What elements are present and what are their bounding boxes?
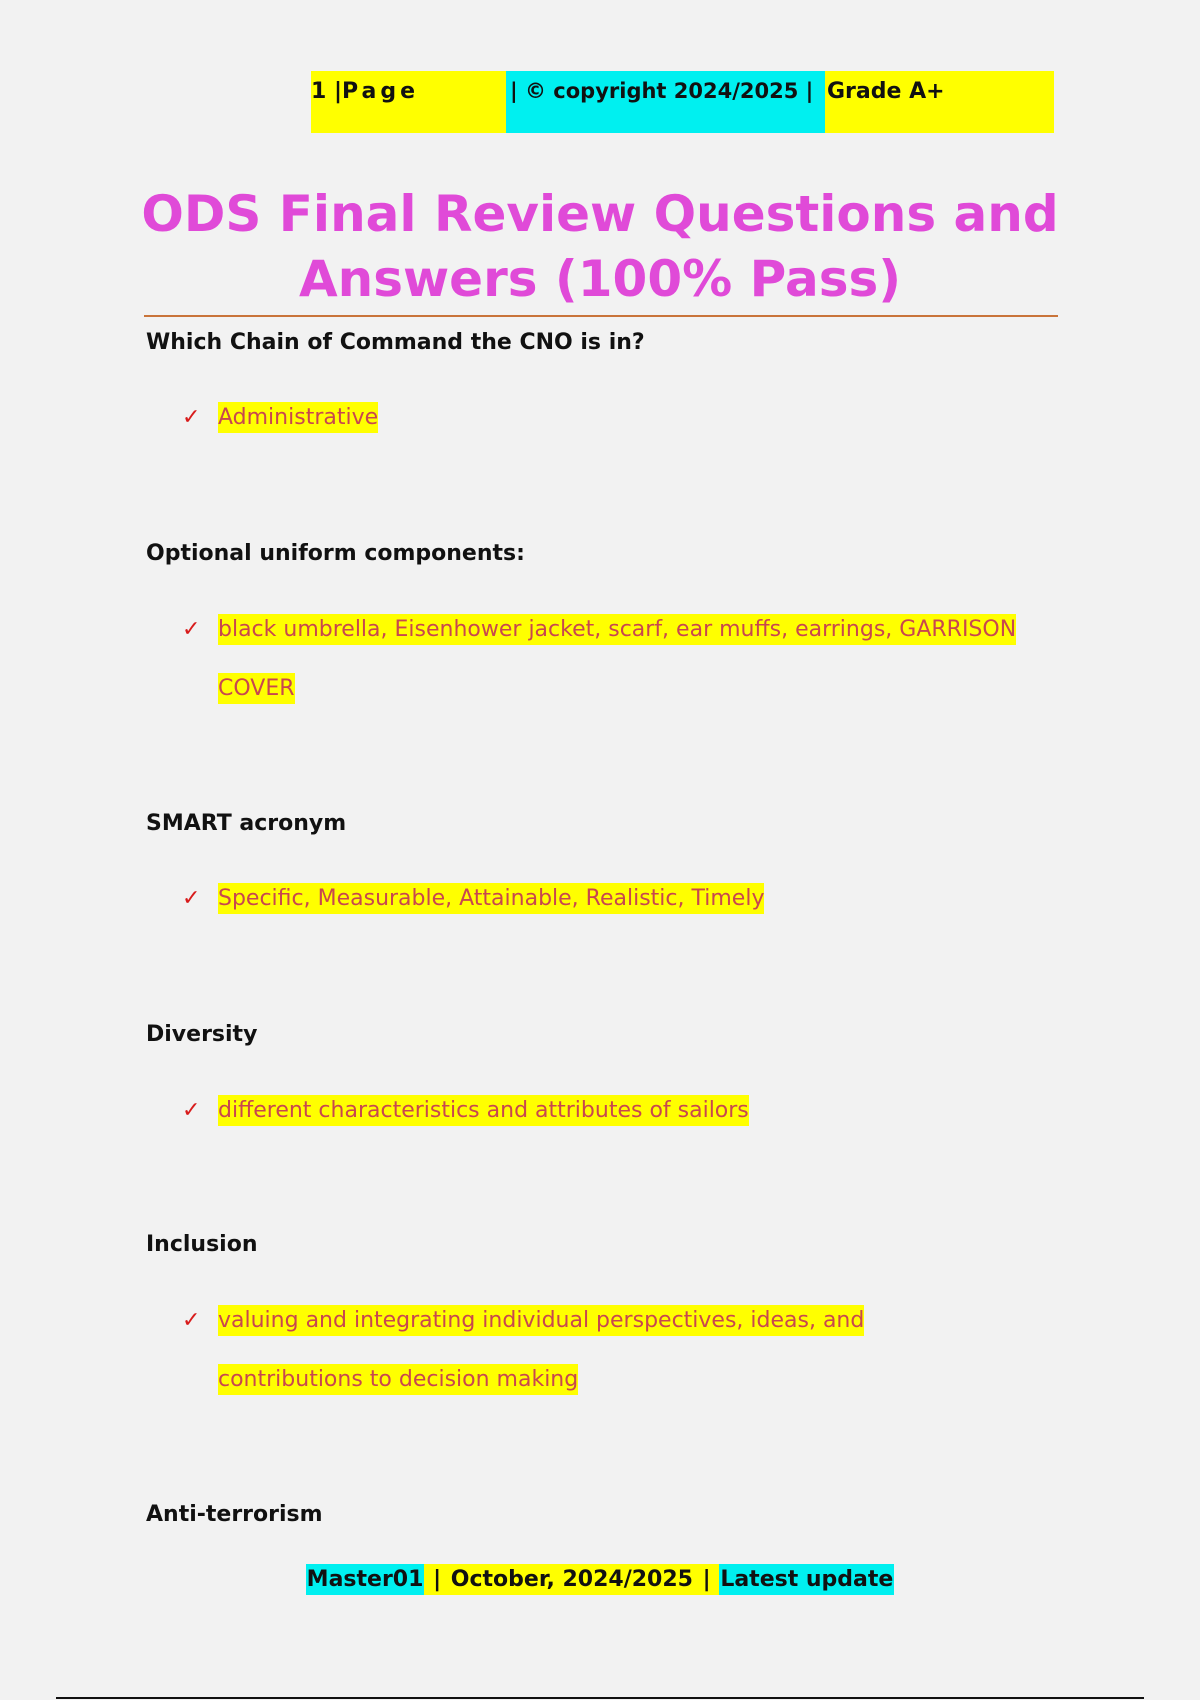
page-word: Page: [342, 79, 420, 104]
answer-4-text: different characteristics and attributes of sailors: [218, 1095, 749, 1126]
footer-update: Latest update: [719, 1564, 894, 1595]
answer-2-text-line-1: black umbrella, Eisenhower jacket, scarf, ear muffs, earrings, GARRISON: [218, 614, 1016, 645]
answer-1-text: Administrative: [218, 402, 378, 433]
title-line-1: ODS Final Review Questions and: [141, 185, 1059, 243]
title-divider: [144, 315, 1058, 317]
question-3: SMART acronym: [146, 811, 347, 836]
grade-label: Grade A+: [825, 71, 1054, 133]
copyright-notice: | © copyright 2024/2025 |: [506, 71, 825, 133]
document-title: [140, 182, 1060, 312]
question-1: Which Chain of Command the CNO is in?: [146, 330, 645, 355]
page-footer: [0, 1567, 1200, 1592]
answer-3: [182, 869, 1062, 928]
title-line-2: Answers (100% Pass): [298, 250, 902, 308]
check-icon: ✓: [182, 405, 201, 430]
check-icon: ✓: [182, 617, 201, 642]
bottom-divider: [56, 1697, 1144, 1699]
footer-separator: |: [424, 1564, 449, 1595]
answer-5-text-line-2: contributions to decision making: [218, 1364, 578, 1395]
answer-5: [182, 1291, 1062, 1409]
page-number-prefix: 1 |: [311, 79, 343, 104]
question-2: Optional uniform components:: [146, 541, 525, 566]
answer-3-text: Specific, Measurable, Attainable, Realistic, Timely: [218, 883, 764, 914]
question-5: Inclusion: [146, 1232, 258, 1257]
answer-1: [182, 388, 1062, 447]
check-icon: ✓: [182, 1098, 201, 1123]
answer-4: [182, 1081, 1062, 1140]
page-header: [311, 71, 1054, 133]
question-6: Anti-terrorism: [146, 1502, 323, 1527]
answer-5-text-line-1: valuing and integrating individual perspectives, ideas, and: [218, 1305, 864, 1336]
footer-date: October, 2024/2025: [450, 1564, 694, 1595]
footer-author: Master01: [306, 1564, 425, 1595]
footer-separator: |: [694, 1564, 719, 1595]
check-icon: ✓: [182, 1308, 201, 1333]
page-number: [311, 71, 506, 133]
answer-2-text-line-2: COVER: [218, 673, 295, 704]
answer-2: [182, 600, 1062, 718]
check-icon: ✓: [182, 886, 201, 911]
question-4: Diversity: [146, 1022, 258, 1047]
